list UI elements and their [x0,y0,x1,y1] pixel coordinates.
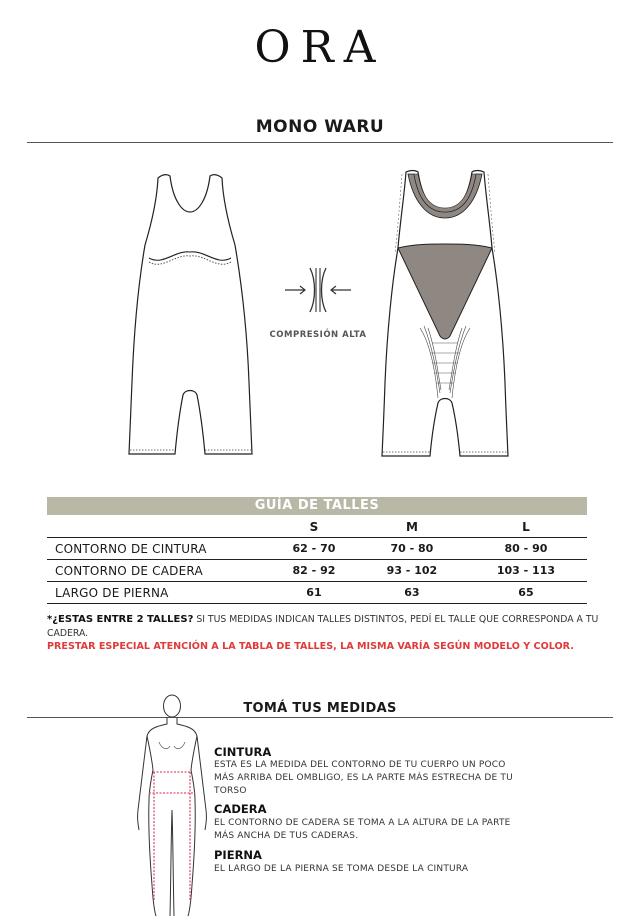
table-header-row [47,516,587,538]
title-divider [27,142,613,143]
garment-back-illustration [380,168,510,462]
size-guide-header: GUÍA DE TALLES [47,497,587,515]
table-header-blank [47,516,269,538]
size-note-question: *¿ESTAS ENTRE 2 TALLES? [47,614,194,625]
brand-logo: ORA [254,22,386,73]
measure-hip-text: EL CONTORNO DE CADERA SE TOMA A LA ALTURA DE LA PARTE MÁS ANCHA DE TUS CADERAS. [214,818,511,841]
garment-front-illustration [125,170,255,460]
cell-value: 70 - 80 [359,538,465,560]
measure-divider [27,717,613,718]
compression-label: COMPRESIÓN ALTA [269,330,367,340]
size-note-text: SI TUS MEDIDAS INDICAN TALLES DISTINTOS, PEDÍ EL TALLE QUE CORRESPONDA A TU CADERA. [47,614,599,639]
table-row [47,560,587,582]
row-label: CONTORNO DE CADERA [47,560,269,582]
cell-value: 62 - 70 [269,538,359,560]
measure-waist-title: CINTURA [214,745,272,759]
size-guide-table [47,516,587,604]
size-warning: PRESTAR ESPECIAL ATENCIÓN A LA TABLA DE TALLES, LA MISMA VARÍA SEGÚN MODELO Y COLOR. [47,641,574,652]
size-column-header: S [269,516,359,538]
table-row [47,582,587,604]
row-label: CONTORNO DE CINTURA [47,538,269,560]
cell-value: 63 [359,582,465,604]
product-title: MONO WARU [255,117,385,137]
measure-leg-text: EL LARGO DE LA PIERNA SE TOMA DESDE LA CINTURA [214,864,469,874]
measure-waist-text: ESTA ES LA MEDIDA DEL CONTORNO DE TU CUERPO UN POCO MÁS ARRIBA DEL OMBLIGO, ES LA PARTE MÁS ESTRECHA DE TU TORSO [214,760,513,796]
cell-value: 103 - 113 [465,560,587,582]
size-column-header: L [465,516,587,538]
table-row [47,538,587,560]
cell-value: 65 [465,582,587,604]
measure-hip-title: CADERA [214,802,267,816]
size-column-header: M [359,516,465,538]
body-measure-illustration [132,690,212,918]
cell-value: 93 - 102 [359,560,465,582]
size-note [47,613,607,641]
cell-value: 61 [269,582,359,604]
row-label: LARGO DE PIERNA [47,582,269,604]
compression-icon [283,265,353,315]
cell-value: 82 - 92 [269,560,359,582]
measure-title: TOMÁ TUS MEDIDAS [243,701,397,716]
cell-value: 80 - 90 [465,538,587,560]
measure-leg-title: PIERNA [214,848,262,862]
